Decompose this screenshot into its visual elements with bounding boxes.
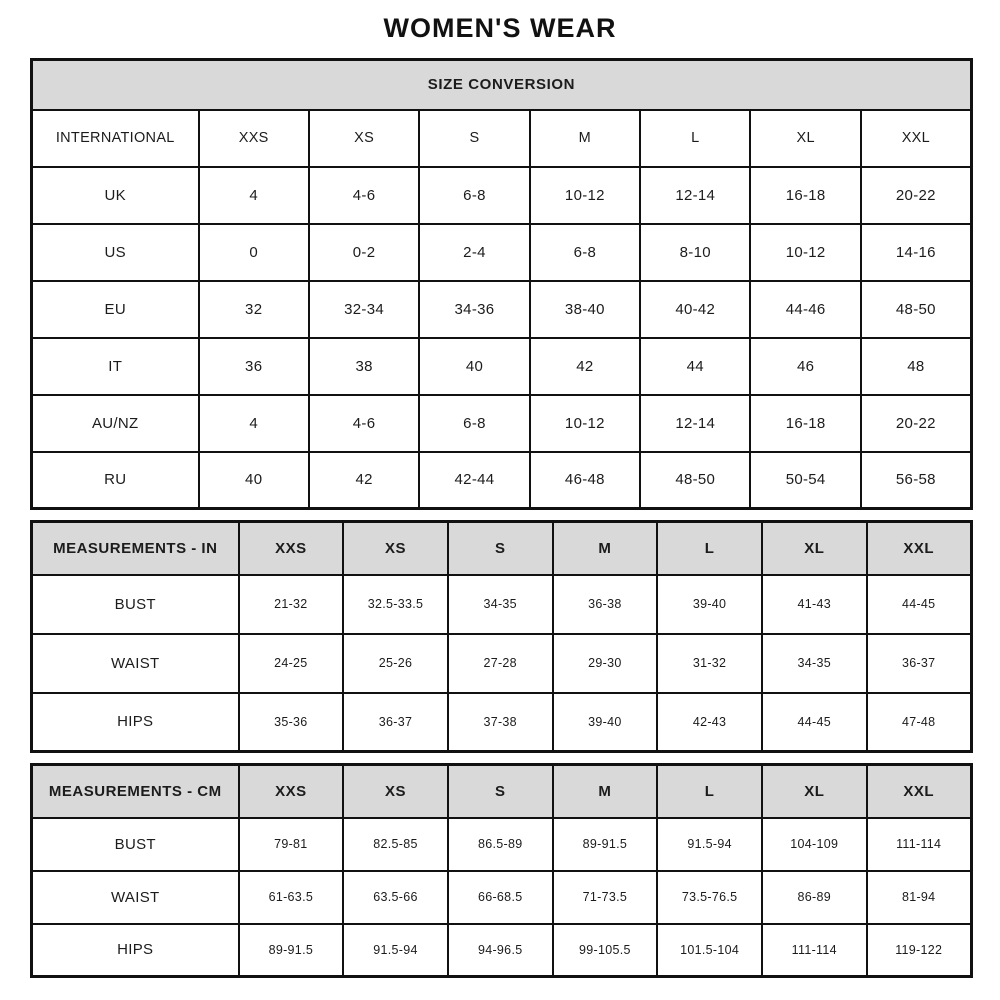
row-label: US (32, 224, 199, 281)
value-cell: 63.5-66 (343, 871, 448, 924)
value-cell: 91.5-94 (343, 924, 448, 977)
value-cell: 104-109 (762, 818, 867, 871)
column-header: XXL (861, 110, 972, 167)
value-cell: 99-105.5 (553, 924, 658, 977)
value-cell: 73.5-76.5 (657, 871, 762, 924)
value-cell: 4 (199, 167, 309, 224)
size-header: XS (343, 765, 448, 818)
value-cell: 4-6 (309, 167, 419, 224)
table-row (32, 634, 972, 693)
column-header: XXS (199, 110, 309, 167)
value-cell: 86-89 (762, 871, 867, 924)
value-cell: 44-45 (867, 575, 972, 634)
value-cell: 6-8 (419, 167, 529, 224)
size-header: S (448, 765, 553, 818)
value-cell: 8-10 (640, 224, 750, 281)
value-cell: 36 (199, 338, 309, 395)
value-cell: 10-12 (530, 395, 640, 452)
value-cell: 94-96.5 (448, 924, 553, 977)
row-label: RU (32, 452, 199, 509)
page-title: WOMEN'S WEAR (383, 13, 617, 43)
table-row (32, 224, 972, 281)
column-header: XS (309, 110, 419, 167)
value-cell: 82.5-85 (343, 818, 448, 871)
value-cell: 36-38 (553, 575, 658, 634)
value-cell: 42-44 (419, 452, 529, 509)
value-cell: 12-14 (640, 167, 750, 224)
table-row (32, 281, 972, 338)
value-cell: 34-36 (419, 281, 529, 338)
tables-container (30, 58, 970, 978)
value-cell: 66-68.5 (448, 871, 553, 924)
size-header: M (553, 765, 658, 818)
table-row (32, 338, 972, 395)
table-row (32, 395, 972, 452)
value-cell: 61-63.5 (239, 871, 344, 924)
table-row (32, 818, 972, 871)
value-cell: 21-32 (239, 575, 344, 634)
value-cell: 81-94 (867, 871, 972, 924)
measurements-in-title: MEASUREMENTS - IN (32, 522, 239, 575)
value-cell: 31-32 (657, 634, 762, 693)
value-cell: 29-30 (553, 634, 658, 693)
value-cell: 111-114 (762, 924, 867, 977)
size-header: XL (762, 765, 867, 818)
value-cell: 47-48 (867, 693, 972, 752)
value-cell: 27-28 (448, 634, 553, 693)
table-row (32, 167, 972, 224)
value-cell: 89-91.5 (553, 818, 658, 871)
value-cell: 2-4 (419, 224, 529, 281)
row-label: BUST (32, 575, 239, 634)
value-cell: 0-2 (309, 224, 419, 281)
size-header: L (657, 522, 762, 575)
value-cell: 38 (309, 338, 419, 395)
table-row (32, 693, 972, 752)
value-cell: 42-43 (657, 693, 762, 752)
value-cell: 12-14 (640, 395, 750, 452)
value-cell: 91.5-94 (657, 818, 762, 871)
value-cell: 25-26 (343, 634, 448, 693)
measurements-cm-table (30, 763, 973, 978)
value-cell: 34-35 (448, 575, 553, 634)
measurements-cm-title: MEASUREMENTS - CM (32, 765, 239, 818)
value-cell: 16-18 (750, 167, 860, 224)
value-cell: 42 (309, 452, 419, 509)
value-cell: 6-8 (419, 395, 529, 452)
row-label: EU (32, 281, 199, 338)
value-cell: 41-43 (762, 575, 867, 634)
value-cell: 32 (199, 281, 309, 338)
value-cell: 0 (199, 224, 309, 281)
size-header: XXS (239, 765, 344, 818)
value-cell: 44-45 (762, 693, 867, 752)
column-header: S (419, 110, 529, 167)
value-cell: 48 (861, 338, 972, 395)
value-cell: 36-37 (343, 693, 448, 752)
value-cell: 79-81 (239, 818, 344, 871)
value-cell: 4-6 (309, 395, 419, 452)
size-header: XL (762, 522, 867, 575)
table-row (32, 924, 972, 977)
value-cell: 20-22 (861, 167, 972, 224)
value-cell: 24-25 (239, 634, 344, 693)
value-cell: 16-18 (750, 395, 860, 452)
value-cell: 37-38 (448, 693, 553, 752)
value-cell: 101.5-104 (657, 924, 762, 977)
value-cell: 20-22 (861, 395, 972, 452)
row-label: WAIST (32, 871, 239, 924)
row-label: HIPS (32, 693, 239, 752)
value-cell: 40-42 (640, 281, 750, 338)
size-conversion-table (30, 58, 973, 510)
table-row (32, 452, 972, 509)
value-cell: 4 (199, 395, 309, 452)
value-cell: 89-91.5 (239, 924, 344, 977)
row-label: BUST (32, 818, 239, 871)
value-cell: 111-114 (867, 818, 972, 871)
size-header: XXS (239, 522, 344, 575)
value-cell: 10-12 (750, 224, 860, 281)
value-cell: 71-73.5 (553, 871, 658, 924)
value-cell: 36-37 (867, 634, 972, 693)
column-header: XL (750, 110, 860, 167)
value-cell: 56-58 (861, 452, 972, 509)
value-cell: 46-48 (530, 452, 640, 509)
value-cell: 119-122 (867, 924, 972, 977)
size-conversion-banner: SIZE CONVERSION (32, 60, 972, 110)
value-cell: 34-35 (762, 634, 867, 693)
value-cell: 38-40 (530, 281, 640, 338)
size-header: XXL (867, 765, 972, 818)
column-header: M (530, 110, 640, 167)
row-label: IT (32, 338, 199, 395)
row-label: AU/NZ (32, 395, 199, 452)
value-cell: 50-54 (750, 452, 860, 509)
table-row (32, 871, 972, 924)
value-cell: 44-46 (750, 281, 860, 338)
measurements-cm-header-row (32, 765, 972, 818)
size-header: M (553, 522, 658, 575)
measurements-in-table (30, 520, 973, 753)
value-cell: 42 (530, 338, 640, 395)
value-cell: 48-50 (640, 452, 750, 509)
measurements-in-header-row (32, 522, 972, 575)
value-cell: 44 (640, 338, 750, 395)
value-cell: 39-40 (553, 693, 658, 752)
size-header: XXL (867, 522, 972, 575)
column-header: INTERNATIONAL (32, 110, 199, 167)
value-cell: 35-36 (239, 693, 344, 752)
value-cell: 46 (750, 338, 860, 395)
row-label: UK (32, 167, 199, 224)
size-conversion-header-row (32, 110, 972, 167)
value-cell: 32-34 (309, 281, 419, 338)
value-cell: 86.5-89 (448, 818, 553, 871)
size-header: XS (343, 522, 448, 575)
column-header: L (640, 110, 750, 167)
size-header: S (448, 522, 553, 575)
row-label: HIPS (32, 924, 239, 977)
value-cell: 39-40 (657, 575, 762, 634)
value-cell: 40 (199, 452, 309, 509)
size-conversion-banner-row (32, 60, 972, 110)
value-cell: 32.5-33.5 (343, 575, 448, 634)
value-cell: 48-50 (861, 281, 972, 338)
value-cell: 40 (419, 338, 529, 395)
value-cell: 10-12 (530, 167, 640, 224)
table-row (32, 575, 972, 634)
row-label: WAIST (32, 634, 239, 693)
value-cell: 14-16 (861, 224, 972, 281)
size-header: L (657, 765, 762, 818)
value-cell: 6-8 (530, 224, 640, 281)
